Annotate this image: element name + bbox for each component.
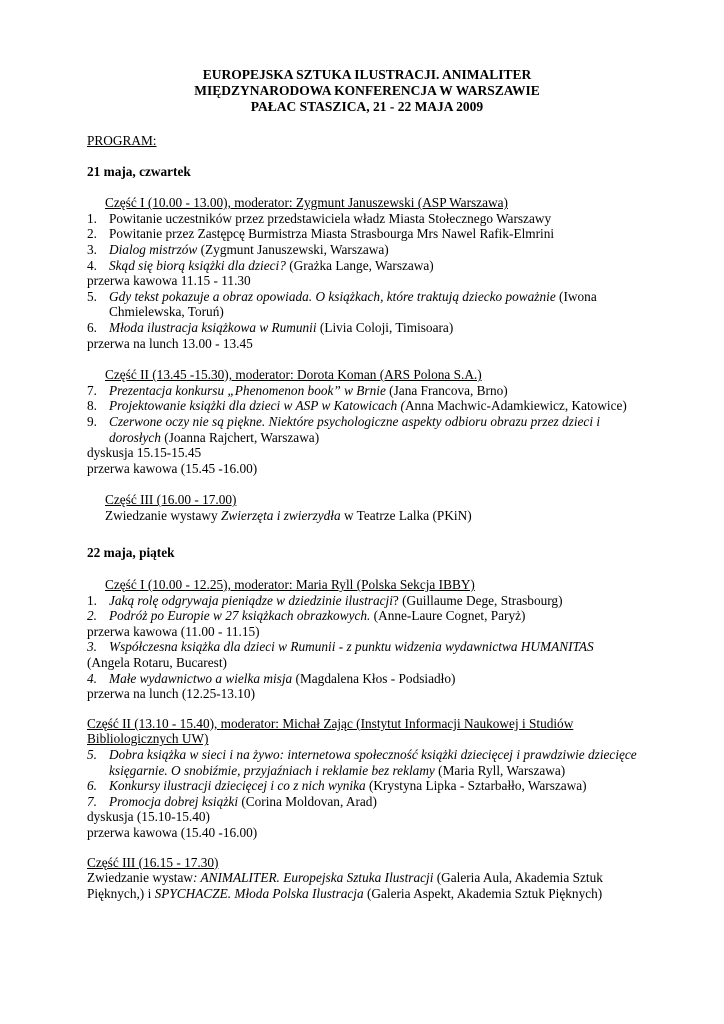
agenda-item <box>87 242 647 258</box>
item-text: Skąd się biorą książki dla dzieci? (Grażka Lange, Warszawa) <box>109 257 434 273</box>
discussion: dyskusja 15.15-15.45 <box>87 445 202 461</box>
item-number: 4. <box>87 257 97 273</box>
item-number: 3. <box>87 639 97 655</box>
coffee-break: przerwa kawowa (11.00 - 11.15) <box>87 623 260 639</box>
day1-part2-items <box>87 383 647 477</box>
day2-part1-items <box>87 593 647 702</box>
item-text: Projektowanie książki dla dzieci w ASP w Katowicach (Anna Machwic-Adamkiewicz, Katowice) <box>109 398 627 414</box>
item-number: 6. <box>87 778 97 794</box>
item-text: Prezentacja konkursu „Phenomenon book” w Brnie (Jana Francova, Brno) <box>109 382 508 398</box>
day2-part3-heading: Część III (16.15 - 17.30) <box>87 854 219 870</box>
item-text: Powitanie uczestników przez przedstawiciela władz Miasta Stołecznego Warszawy <box>109 210 552 226</box>
day1-part1-items <box>87 211 647 351</box>
program-label: PROGRAM: <box>87 133 157 148</box>
document-title <box>87 67 647 115</box>
item-text: Współczesna książka dla dzieci w Rumunii - z punktu widzenia wydawnictwa HUMANITAS <box>109 639 594 655</box>
agenda-item <box>87 289 647 320</box>
agenda-item <box>87 320 647 336</box>
item-number: 7. <box>87 382 97 398</box>
day1-part3-heading: Część III (16.00 - 17.00) <box>105 492 237 508</box>
agenda-item <box>87 258 647 274</box>
item-number: 9. <box>87 413 97 429</box>
item-number: 8. <box>87 398 97 414</box>
item-text: Czerwone oczy nie są piękne. Niektóre psychologiczne aspekty odbioru obrazu przez dzieci i dorosłych (Joanna Rajchert, Warszawa) <box>109 413 601 445</box>
item-text: Podróż po Europie w 27 książkach obrazkowych. (Anne-Laure Cognet, Paryż) <box>109 608 526 624</box>
agenda-item <box>87 383 647 399</box>
agenda-item <box>87 794 647 810</box>
item-text: Małe wydawnictwo a wielka misja (Magdalena Kłos - Podsiadło) <box>109 670 456 686</box>
day-heading-2: 22 maja, piątek <box>87 545 175 561</box>
lunch-break: przerwa na lunch 13.00 - 13.45 <box>87 335 253 351</box>
item-number: 3. <box>87 241 97 257</box>
item-author: (Angela Rotaru, Bucarest) <box>87 655 227 671</box>
item-number: 4. <box>87 670 97 686</box>
item-number: 1. <box>87 592 97 608</box>
coffee-break: przerwa kawowa 11.15 - 11.30 <box>87 273 251 289</box>
discussion: dyskusja (15.10-15.40) <box>87 809 210 825</box>
agenda-item <box>87 593 647 609</box>
item-text: Promocja dobrej książki (Corina Moldovan, Arad) <box>109 793 377 809</box>
agenda-item <box>87 778 647 794</box>
title-line-3: PAŁAC STASZICA, 21 - 22 MAJA 2009 <box>250 99 484 114</box>
item-number: 6. <box>87 319 97 335</box>
item-text: Powitanie przez Zastępcę Burmistrza Miasta Strasbourga Mrs Nawel Rafik-Elmrini <box>109 226 555 242</box>
agenda-item <box>87 671 647 687</box>
agenda-item <box>87 747 647 778</box>
day1-part1-heading: Część I (10.00 - 13.00), moderator: Zygmunt Januszewski (ASP Warszawa) <box>105 195 508 211</box>
day-heading-1: 21 maja, czwartek <box>87 163 191 179</box>
item-number: 7. <box>87 793 97 809</box>
item-number: 5. <box>87 288 97 304</box>
item-text: Jaką rolę odgrywaja pieniądze w dziedzinie ilustracji? (Guillaume Dege, Strasbourg) <box>109 592 563 608</box>
day2-part2-heading: Część II (13.10 - 15.40), moderator: Michał Zając (Instytut Informacji Naukowej i Studiów Bibliologicznych UW) <box>87 715 574 747</box>
day1-part2-heading: Część II (13.45 -15.30), moderator: Dorota Koman (ARS Polona S.A.) <box>105 367 482 383</box>
agenda-item <box>87 608 647 624</box>
document-page <box>87 67 647 901</box>
day2-part2-items <box>87 747 647 841</box>
item-number: 5. <box>87 747 97 762</box>
item-text: Młoda ilustracja książkowa w Rumunii (Livia Coloji, Timisoara) <box>109 319 454 335</box>
item-text: Dialog mistrzów (Zygmunt Januszewski, Warszawa) <box>109 241 389 257</box>
title-line-1: EUROPEJSKA SZTUKA ILUSTRACJI. ANIMALITER <box>202 67 532 82</box>
coffee-break: przerwa kawowa (15.45 -16.00) <box>87 460 258 476</box>
title-line-2: MIĘDZYNARODOWA KONFERENCJA W WARSZAWIE <box>194 83 540 98</box>
agenda-item <box>87 211 647 227</box>
item-number: 1. <box>87 210 97 226</box>
agenda-item <box>87 414 647 445</box>
item-number: 2. <box>87 226 97 242</box>
lunch-break: przerwa na lunch (12.25-13.10) <box>87 686 255 702</box>
day2-part3-text: Zwiedzanie wystaw: ANIMALITER. Europejska Sztuka Ilustracji (Galeria Aula, Akademia Sztuk Pięknych,) i SPYCHACZE. Młoda Polska Ilustracja (Galeria Aspekt, Akademia Sztuk Pięknych) <box>87 870 603 901</box>
day2-part1-heading: Część I (10.00 - 12.25), moderator: Maria Ryll (Polska Sekcja IBBY) <box>105 577 475 593</box>
item-number: 2. <box>87 608 97 624</box>
day1-part3-text: Zwiedzanie wystawy Zwierzęta i zwierzydła w Teatrze Lalka (PKiN) <box>105 507 472 523</box>
coffee-break: przerwa kawowa (15.40 -16.00) <box>87 824 258 840</box>
agenda-item <box>87 226 647 242</box>
item-text: Dobra książka w sieci i na żywo: internetowa społeczność książki dziecięcej i prawdziwie dziecięce księgarnie. O snobiźmie, przyjaźniach i reklamie bez reklamy (Maria Ryll, Warszawa) <box>109 747 637 778</box>
item-text: Konkursy ilustracji dziecięcej i co z nich wynika (Krystyna Lipka - Sztarbałło, Warszawa) <box>109 778 587 794</box>
agenda-item <box>87 398 647 414</box>
agenda-item <box>87 639 647 655</box>
item-text: Gdy tekst pokazuje a obraz opowiada. O książkach, które traktują dziecko poważnie (Iwona Chmielewska, Toruń) <box>109 288 597 320</box>
